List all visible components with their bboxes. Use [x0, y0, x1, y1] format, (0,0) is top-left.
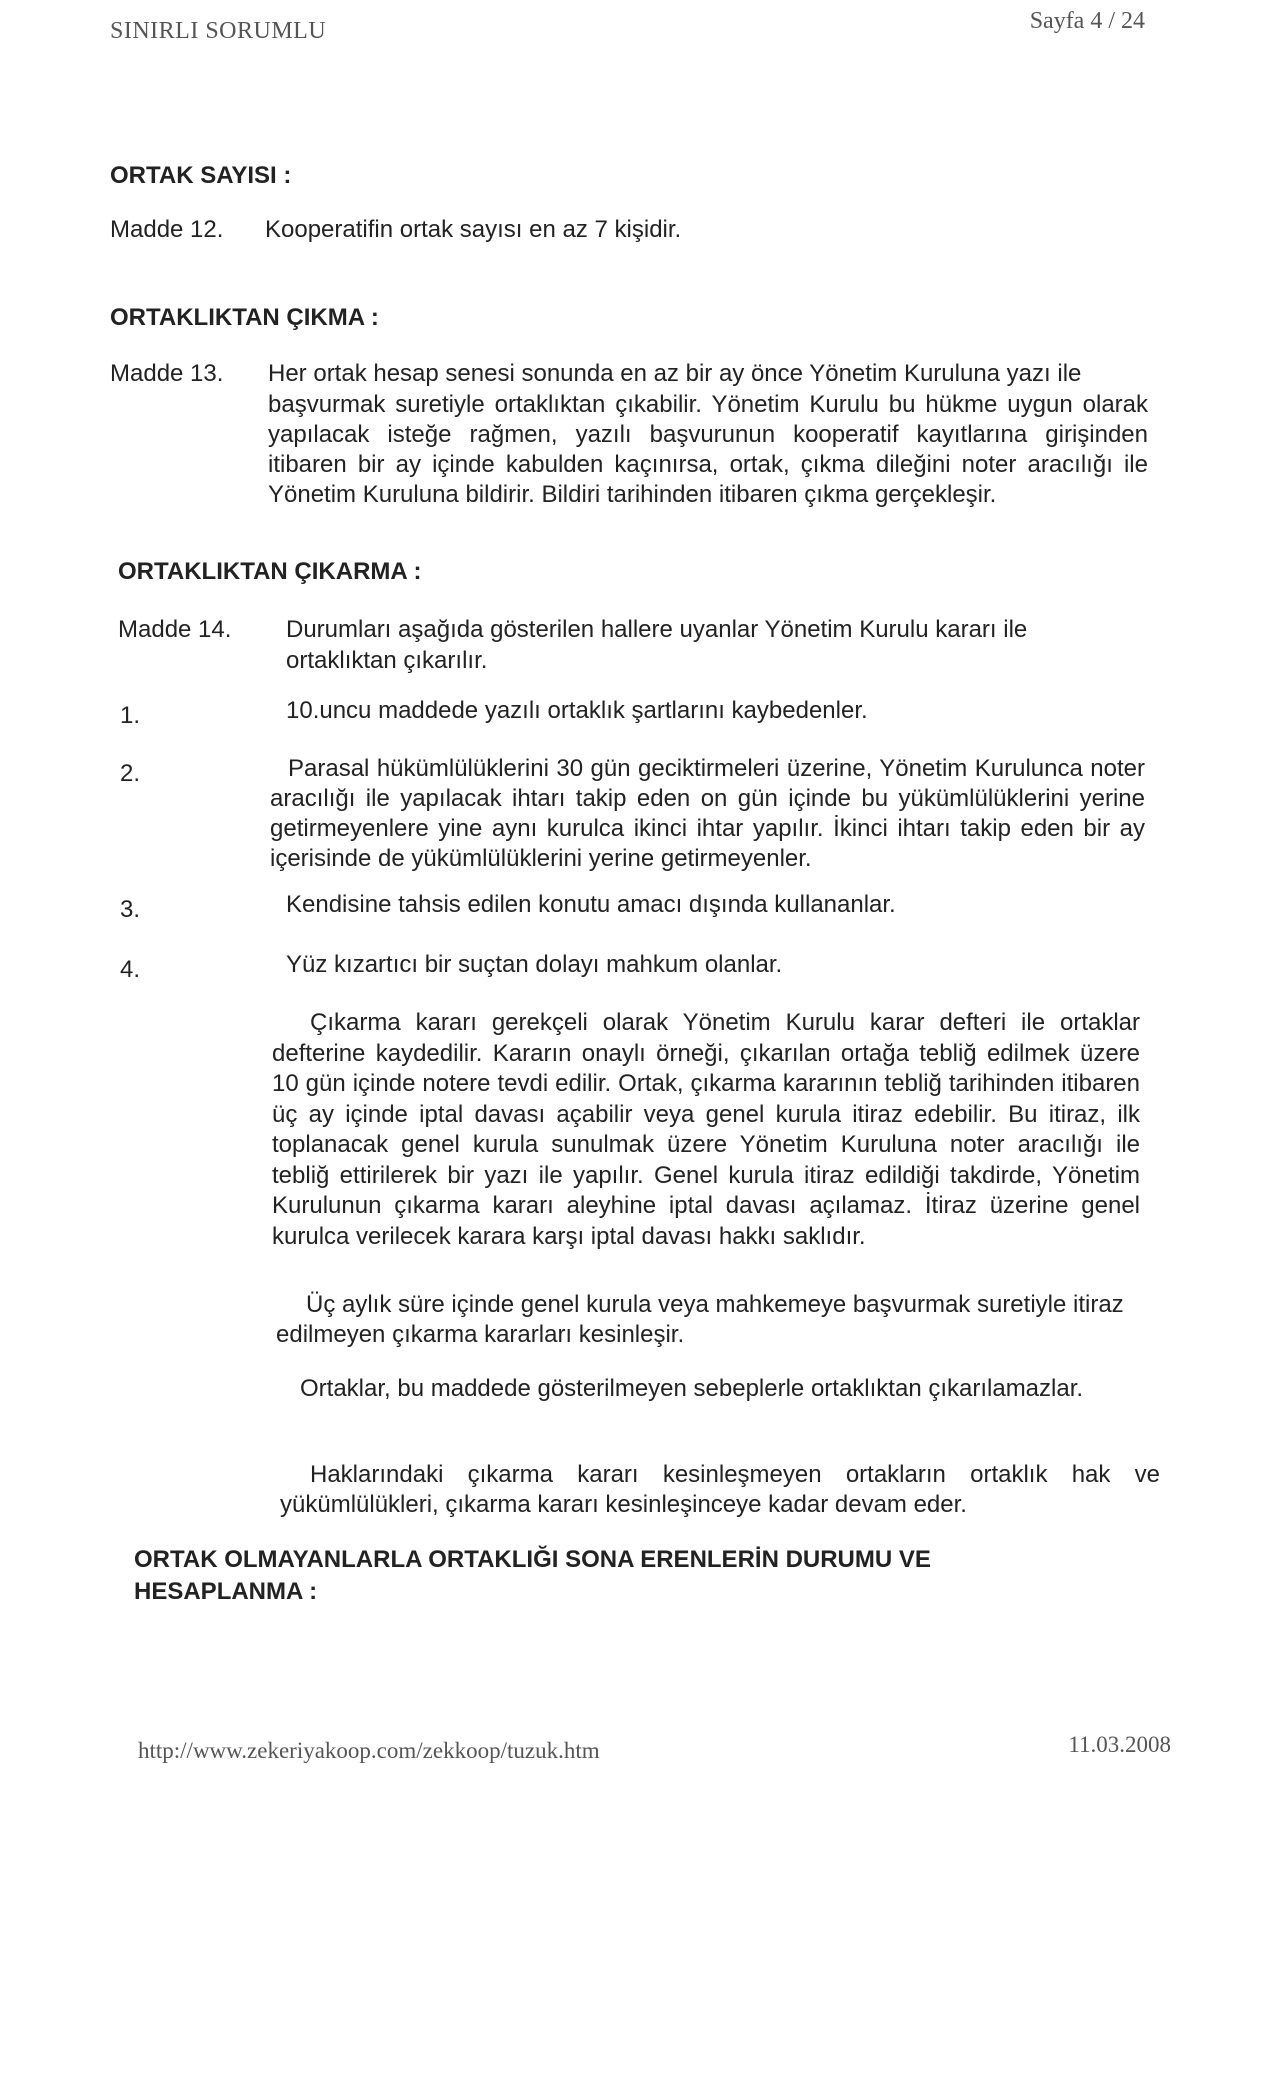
madde-13-label: Madde 13.	[110, 360, 224, 387]
header-left: SINIRLI SORUMLU	[110, 18, 327, 44]
item-number: 1.	[120, 702, 141, 729]
footer-date: 11.03.2008	[1068, 1732, 1171, 1757]
madde-13-body: başvurmak suretiyle ortaklıktan çıkabilir. Yönetim Kurulu bu hükme uygun olarak yapılacak isteğe rağmen, yazılı başvurunun kooperatif kayıtlarına girişinden itibaren bir ay içinde kabulden kaçınırsa, ortak, çıkma dileğini noter aracılığı ile Yönetim Kuruluna bildirir. Bildiri tarihinden itibaren çıkma gerçekleşir.	[268, 391, 1148, 508]
section-title-ortakliktan-cikma: ORTAKLIKTAN ÇIKMA :	[110, 304, 379, 331]
section-title-ortakliktan-cikarma: ORTAKLIKTAN ÇIKARMA :	[118, 558, 422, 585]
madde-12-text: Kooperatifin ortak sayısı en az 7 kişidir.	[265, 216, 682, 243]
madde-14	[118, 614, 1027, 646]
madde-14-label: Madde 14.	[118, 616, 232, 643]
paragraph-itiraz-suresi: Üç aylık süre içinde genel kurula veya mahkemeye başvurmak suretiyle itiraz edilmeyen çıkarma kararları kesinleşir.	[276, 1291, 1124, 1348]
item-number: 4.	[120, 956, 141, 983]
madde-13-line1: Her ortak hesap senesi sonunda en az bir ay önce Yönetim Kuruluna yazı ile	[268, 360, 1082, 387]
header-page-number: Sayfa 4 / 24	[1029, 8, 1145, 34]
section-title-ortak-sayisi: ORTAK SAYISI :	[110, 162, 292, 189]
item-text: Parasal hükümlülüklerini 30 gün geciktirmeleri üzerine, Yönetim Kurulunca noter aracılığı ile yapılacak ihtarı takip eden on gün içinde bu yükümlülüklerini yerine getirmeyenlere yine aynı kurulca ikinci ihtar yapılır. İkinci ihtarı takip eden bir ay içerisinde de yükümlülüklerini yerine getirmeyenler.	[270, 755, 1145, 872]
paragraph-cikarma-karari: Çıkarma kararı gerekçeli olarak Yönetim Kurulu karar defteri ile ortaklar defterine kaydedilir. Kararın onaylı örneği, çıkarılan ortağa tebliğ edilmek üzere 10 gün içinde notere tevdi edilir. Ortak, çıkarma kararının tebliğ tarihinden itibaren üç ay içinde iptal davası açabilir veya genel kurula itiraz edebilir. Bu itiraz, ilk toplanacak genel kurula sunulmak üzere Yönetim Kuruluna noter aracılığı ile tebliğ ettirilerek bir yazı ile yapılır. Genel kurula itiraz edildiği takdirde, Yönetim Kurulunun çıkarma kararı aleyhine iptal davası açılamaz. İtiraz üzerine genel kurulca verilecek karara karşı iptal davası hakkı saklıdır.	[272, 1009, 1140, 1250]
item-number: 2.	[120, 760, 141, 787]
madde-13	[110, 358, 1081, 390]
paragraph-haklar: Haklarındaki çıkarma kararı kesinleşmeyen ortakların ortaklık hak ve yükümlülükleri, çıkarma kararı kesinleşinceye kadar devam eder.	[280, 1461, 1160, 1518]
section-title-ortak-olmayanlar: ORTAK OLMAYANLARLA ORTAKLIĞI SONA ERENLERİN DURUMU VE HESAPLANMA :	[134, 1546, 931, 1605]
item-text: Kendisine tahsis edilen konutu amacı dışında kullananlar.	[286, 891, 896, 918]
item-number: 3.	[120, 896, 141, 923]
madde-12-label: Madde 12.	[110, 216, 224, 243]
madde-14-line1: Durumları aşağıda gösterilen hallere uyanlar Yönetim Kurulu kararı ile	[286, 616, 1028, 643]
madde-14-line2: ortaklıktan çıkarılır.	[286, 647, 488, 674]
footer-url: http://www.zekeriyakoop.com/zekkoop/tuzuk.htm	[138, 1738, 600, 1763]
madde-12	[110, 214, 681, 246]
item-text: Yüz kızartıcı bir suçtan dolayı mahkum olanlar.	[286, 951, 783, 978]
item-text: 10.uncu maddede yazılı ortaklık şartlarını kaybedenler.	[286, 697, 868, 724]
paragraph-sebepler: Ortaklar, bu maddede gösterilmeyen sebeplerle ortaklıktan çıkarılamazlar.	[300, 1375, 1084, 1402]
